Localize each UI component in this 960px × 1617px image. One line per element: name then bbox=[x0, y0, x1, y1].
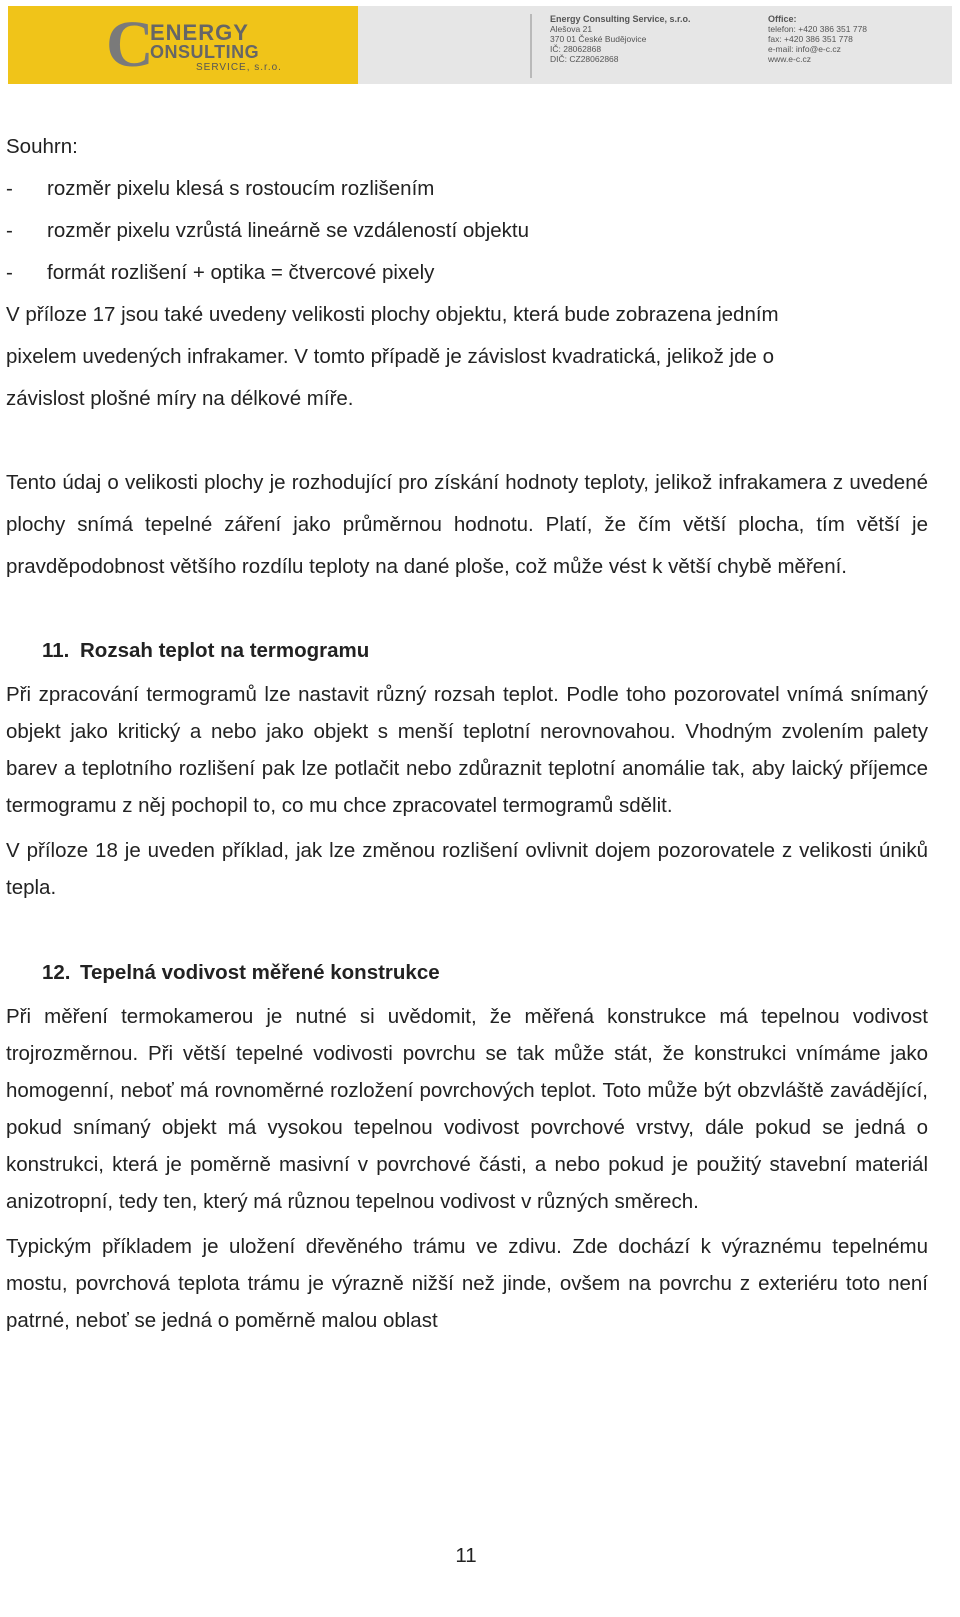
summary-bullet bbox=[6, 210, 928, 252]
letterhead-divider bbox=[530, 14, 532, 78]
logo-letter-c: C bbox=[106, 8, 154, 81]
company-line: IČ: 28062868 bbox=[550, 44, 602, 54]
summary-line: závislost plošné míry na délkové míře. bbox=[6, 387, 354, 410]
section-12-paragraph: Při měření termokamerou je nutné si uvědomit, že měřená konstrukce má tepelnou vodivost trojrozměrnou. Při větší tepelné vodivosti povrchu se tak může stát, že konstrukci vnímáme jako homogenní, neboť má rovnoměrné rozložení povrchových teplot. Toto může být obzvláště zavádějící, pokud snímaný objekt má vysokou tepelnou vodivost povrchové vrstvy, dále pokud se jedná o konstrukci, která je poměrně masivní v povrchové části, a nebo pokud je použitý stavební materiál anizotropní, tedy ten, který má různou tepelnou vodivost v různých směrech. bbox=[6, 1005, 928, 1213]
letterhead-info bbox=[358, 6, 952, 84]
bullet-text: rozměr pixelu vzrůstá lineárně se vzdáleností objektu bbox=[47, 219, 529, 242]
company-name: Energy Consulting Service, s.r.o. bbox=[550, 14, 691, 24]
section-number: 12. bbox=[42, 961, 71, 984]
office-line: telefon: +420 386 351 778 bbox=[768, 24, 868, 34]
bullet-dash: - bbox=[6, 177, 13, 200]
office-line: www.e-c.cz bbox=[768, 54, 811, 64]
section-11-paragraph: V příloze 18 je uveden příklad, jak lze změnou rozlišení ovlivnit dojem pozorovatele z velikosti úniků tepla. bbox=[6, 839, 928, 899]
summary-line: V příloze 17 jsou také uvedeny velikosti plochy objektu, která bude zobrazena jedním bbox=[6, 303, 779, 326]
section-title: Tepelná vodivost měřené konstrukce bbox=[80, 961, 440, 984]
letterhead bbox=[8, 6, 952, 84]
page-number: 11 bbox=[455, 1544, 477, 1567]
office-title: Office: bbox=[768, 14, 797, 24]
section-12-heading bbox=[42, 952, 928, 994]
company-line: 370 01 České Budějovice bbox=[550, 34, 647, 44]
section-title: Rozsah teplot na termogramu bbox=[80, 639, 370, 662]
company-address bbox=[550, 14, 691, 64]
summary-bullet bbox=[6, 252, 928, 294]
office-line: e-mail: info@e-c.cz bbox=[768, 44, 841, 54]
bullet-text: rozměr pixelu klesá s rostoucím rozlišením bbox=[47, 177, 435, 200]
office-contact bbox=[768, 14, 867, 64]
bullet-text: formát rozlišení + optika = čtvercové pixely bbox=[47, 261, 435, 284]
bullet-dash: - bbox=[6, 219, 13, 242]
section-11-heading bbox=[42, 630, 928, 672]
bullet-dash: - bbox=[6, 261, 13, 284]
company-line: Alešova 21 bbox=[550, 24, 593, 34]
summary-bullet bbox=[6, 168, 928, 210]
logo-service-text: SERVICE, s.r.o. bbox=[196, 62, 282, 73]
logo-consulting-text: ONSULTING bbox=[150, 42, 260, 62]
company-logo bbox=[8, 6, 358, 84]
company-line: DIČ: CZ28062868 bbox=[550, 54, 619, 64]
summary-line: pixelem uvedených infrakamer. V tomto případě je závislost kvadratická, jelikož jde o bbox=[6, 345, 774, 368]
section-12-paragraph: Typickým příkladem je uložení dřevěného trámu ve zdivu. Zde dochází k výraznému tepelnému mostu, povrchová teplota trámu je výrazně nižší než jinde, ovšem na povrchu z exteriéru toto není patrné, neboť se jedná o poměrně malou oblast bbox=[6, 1235, 928, 1332]
section-11-paragraph: Při zpracování termogramů lze nastavit různý rozsah teplot. Podle toho pozorovatel vnímá snímaný objekt jako kritický a nebo jako objekt s menší teplotní nerovnovahou. Vhodným zvolením palety barev a teplotního rozlišení pak lze potlačit nebo zdůraznit teplotní anomálie tak, aby laický příjemce termogramu z něj pochopil to, co mu chce zpracovatel termogramů sdělit. bbox=[6, 683, 928, 817]
office-line: fax: +420 386 351 778 bbox=[768, 34, 853, 44]
logo-energy-text: ENERGY bbox=[150, 20, 249, 45]
section-number: 11. bbox=[42, 639, 70, 662]
paragraph-plocha: Tento údaj o velikosti plochy je rozhodující pro získání hodnoty teploty, jelikož infrakamera z uvedené plochy snímá tepelné záření jako průměrnou hodnotu. Platí, že čím větší plocha, tím větší je pravděpodobnost většího rozdílu teploty na dané ploše, což může vést k větší chybě měření. bbox=[6, 471, 928, 578]
summary-title: Souhrn: bbox=[6, 135, 78, 158]
document-body bbox=[6, 126, 928, 1339]
